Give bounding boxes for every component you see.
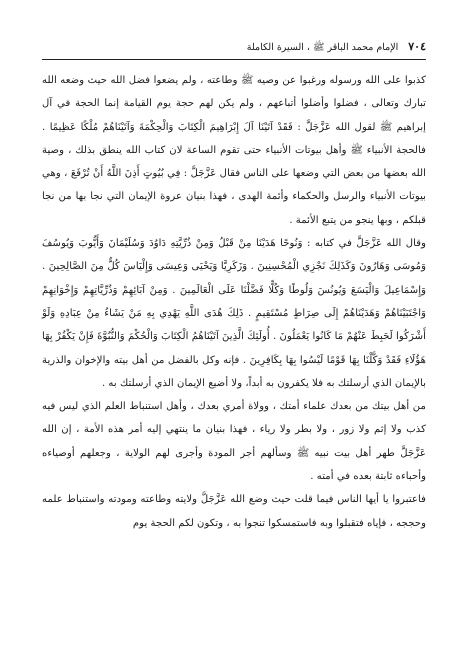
- paragraph: [42, 395, 426, 488]
- text-segment: ، وهي بيوتات الأنبياء والرسل والحكماء وأئمة الهدى ، فهذا بنيان عروة الإيمان التي نجا بها من نجا قبلكم ، وبها ينجو من يتبع الأئمة .: [42, 168, 426, 226]
- text-segment: فاعتبروا يا أيها الناس فيما قلت حيث وضع الله عَزَّجَلَّ ولايته وطاعته ومودته واستنباط علمه وحججه ، فإياه فتقبلوا وبه فاستمسكوا تنجوا به ، وتكون لكم الحجة يوم: [42, 494, 426, 529]
- quran-verse: وَنُوحًا هَدَيْنَا مِنْ قَبْلُ وَمِنْ ذُرِّيَّتِهِ دَاوُدَ وَسُلَيْمَانَ وَأَيُّوبَ وَيُوسُفَ وَمُوسَى وَهَارُونَ وَكَذَلِكَ نَجْزِي الْمُحْسِنِينَ . وَزَكَرِيَّا وَيَحْيَى وَعِيسَى وَإِلْيَاسَ كُلٌّ مِنَ الصَّالِحِينَ . وَإِسْمَاعِيلَ وَالْيَسَعَ وَيُونُسَ وَلُوطًا وَكُلًّا فَضَّلْنَا عَلَى الْعَالَمِينَ . وَمِنْ آبَائِهِمْ وَذُرِّيَّاتِهِمْ وَإِخْوَانِهِمْ وَاجْتَبَيْنَاهُمْ وَهَدَيْنَاهُمْ إِلَى صِرَاطٍ مُسْتَقِيمٍ . ذَلِكَ هُدَى اللَّهِ يَهْدِي بِهِ مَنْ يَشَاءُ مِنْ عِبَادِهِ وَلَوْ أَشْرَكُوا لَحَبِطَ عَنْهُمْ مَا كَانُوا يَعْمَلُونَ . أُولَئِكَ الَّذِينَ آتَيْنَاهُمُ الْكِتَابَ وَالْحُكْمَ وَالنُّبُوَّةَ فَإِنْ يَكْفُرْ بِهَا هَؤُلَاءِ فَقَدْ وَكَّلْنَا بِهَا قَوْمًا لَيْسُوا بِهَا بِكَافِرِينَ: [42, 238, 426, 366]
- paragraph: [42, 69, 426, 232]
- body-text: [42, 69, 426, 535]
- text-segment: . فإنه وكل بالفضل من أهل بيته والإخوان والذرية بالإيمان الذي أرسلتك به فلا يكفرون به أبداً، ولا أضيع الإيمان الذي أرسلتك به .: [42, 354, 426, 389]
- text-segment: . فالحجة الأنبياء ﷺ وأهل بيوتات الأنبياء حتى تقوم الساعة لان كتاب الله ينطق بذلك ، وصية الله بعضها من بعض التي وضعها على الناس فقال عَزَّجَلَّ :: [42, 121, 426, 180]
- header-rule: [42, 59, 426, 60]
- book-title: الإمام محمد الباقر ﷺ ، السيرة الكاملة: [246, 42, 399, 53]
- text-segment: من أهل بيتك من بعدك علماء أمتك ، وولاة أمري بعدك ، وأهل استنباط العلم الذي ليس فيه كذب ولا إثم ولا زور ، ولا بطر ولا رياء ، فهذا بنيان ما ينتهي إليه أمر هذه الأمة ، إن الله عَزَّجَلَّ طهر أهل بيت نبيه ﷺ وسألهم أجر المودة وأجرى لهم الولاية ، وجعلهم أوصياءه وأحباءه ثابتة بعده في أمته .: [42, 401, 426, 483]
- quran-verse: فَقَدْ آتَيْنَا آلَ إِبْرَاهِيمَ الْكِتَابَ وَالْحِكْمَةَ وَآتَيْنَاهُمْ مُلْكًا عَظِيمًا: [49, 121, 293, 133]
- text-segment: كذبوا على الله ورسوله ورغبوا عن وصيه ﷺ وطاعته ، ولم يضعوا فضل الله حيث وضعه الله تبارك وتعالى ، فضلوا وأضلوا أتباعهم ، ولم يكن لهم حجة يوم القيامة إنما الحجة في آل إبراهيم ﷺ لقول الله عَزَّجَلَّ :: [42, 75, 427, 133]
- page-number: ٧٠٤: [408, 40, 426, 53]
- text-segment: وقال الله عَزَّجَلَّ في كتابه :: [302, 238, 426, 250]
- running-header: [42, 40, 426, 54]
- paragraph: [42, 232, 426, 395]
- paragraph: [42, 488, 426, 535]
- quran-verse: فِي بُيُوتٍ أَذِنَ اللَّهُ أَنْ تُرْفَعَ: [70, 168, 181, 180]
